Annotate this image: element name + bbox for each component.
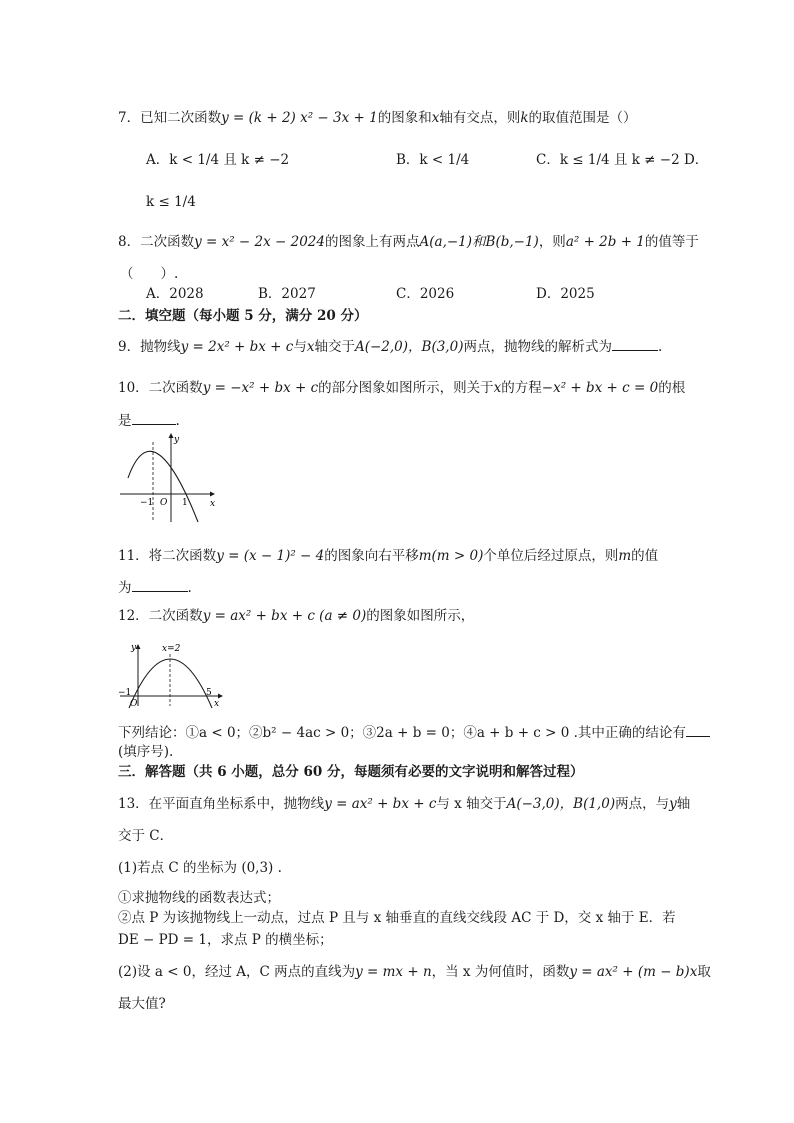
q11-expr: y = (x − 1)² − 4 (216, 548, 325, 564)
q8-expr2: a² + 2b + 1 (565, 234, 645, 250)
q12-fig-origin-label: O (130, 699, 138, 709)
q11-stem-c: 个单位后经过原点，则 (483, 548, 619, 564)
q7-option-d: k ≤ 1/4 (146, 194, 196, 210)
q10-fig-y-label: y (174, 435, 180, 445)
q13-part1-b-line2: DE − PD = 1，求点 P 的横坐标； (118, 932, 333, 948)
q9-xvar: x (306, 339, 315, 355)
q7-kvar: k (520, 110, 529, 126)
q10-x-arrow (210, 492, 215, 497)
q7-stem-d: 的取值范围是（） (528, 110, 637, 126)
q12-answer-blank[interactable] (686, 722, 710, 737)
q12-y-arrow (136, 644, 141, 649)
q10-stem-d: 的根 (658, 380, 686, 396)
q11-mexpr: m(m > 0) (418, 548, 484, 564)
q12-fig-axis-label: x=2 (162, 644, 181, 654)
q9-expr: y = 2x² + bx + c (180, 339, 294, 355)
q11-stem-a: 11．将二次函数 (118, 548, 217, 564)
q10-parabola-curve (128, 451, 198, 522)
q13-part1-b-line1: ②点 P 为该抛物线上一动点，过点 P 且与 x 轴垂直的直线交线段 AC 于 D，交 x 轴于 E．若 (118, 910, 676, 926)
section-solve: 三．解答题（共 6 小题，总分 60 分，每题须有必要的文字说明和解答过程） (118, 764, 584, 780)
q13-line-expr: y = mx + n (355, 964, 432, 980)
q10-stem (118, 378, 685, 398)
q13-part2-b: ，当 x 为何值时，函数 (431, 964, 570, 980)
q10-fig-pos1-label: 1 (182, 498, 188, 508)
q13-line1 (118, 794, 690, 814)
q8-expr: y = x² − 2x − 2024 (194, 234, 325, 250)
q12-expr: y = ax² + bx + c (a ≠ 0) (202, 608, 367, 624)
q12-stem-a: 12．二次函数 (118, 608, 203, 624)
q11-stem-b: 的图象向右平移 (324, 548, 419, 564)
q10-xvar: x (493, 380, 502, 396)
q13-part2-c: 取 (697, 964, 711, 980)
q10-y-arrow (169, 433, 174, 438)
q8-option-d: D．2025 (536, 286, 595, 302)
q12-parabola-figure (118, 640, 228, 710)
q13-line1-a: 13．在平面直角坐标系中，抛物线 (118, 796, 325, 812)
q13-line2: 交于 C． (118, 828, 174, 844)
q7-stem-b: 的图象和 (377, 110, 432, 126)
q13-points: A(−3,0)，B(1,0) (506, 796, 616, 812)
q8-points: A(a,−1)和B(b,−1) (419, 234, 539, 250)
q12-fill-note: (填序号). (118, 744, 174, 760)
q13-part2-a: (2)设 a < 0，经过 A，C 两点的直线为 (118, 964, 356, 980)
q9-stem-a: 9．抛物线 (118, 339, 181, 355)
q12-stem-b: 的图象如图所示， (366, 608, 475, 624)
q8-stem-b: 的图象上有两点 (325, 234, 420, 250)
q11-stem-2 (118, 577, 192, 598)
q12-conclusions-text: 下列结论：①a < 0；②b² − 4ac > 0；③2a + b = 0；④a + b + c > 0 .其中正确的结论有 (118, 725, 686, 741)
q13-line1-c: 两点，与 (615, 796, 670, 812)
q10-fig-origin-label: O (160, 498, 168, 508)
q11-stem-e: 为 (118, 580, 132, 596)
q7-stem-c: 轴有交点，则 (439, 110, 521, 126)
q13-expr: y = ax² + bx + c (324, 796, 437, 812)
q7-xvar: x (431, 110, 440, 126)
q10-fig-neg1-label: −1 (140, 498, 154, 508)
q8-stem-d: 的值等于 (644, 234, 699, 250)
q9-stem (118, 336, 662, 357)
q12-stem (118, 606, 474, 626)
q10-expr: y = −x² + bx + c (202, 380, 319, 396)
q10-expr2: −x² + bx + c = 0 (541, 380, 659, 396)
q13-part2-end: 最大值? (118, 996, 166, 1012)
q12-fig-y-label: y (131, 643, 137, 653)
q8-option-b: B．2027 (258, 286, 316, 302)
q13-line1-b: 与 x 轴交于 (436, 796, 507, 812)
q10-answer-blank[interactable] (132, 410, 176, 425)
q13-part2 (118, 962, 711, 982)
q10-fig-x-label: x (210, 499, 216, 509)
q9-stem-d: 两点，抛物线的解析式为 (463, 339, 612, 355)
q11-stem-d: 的值 (631, 548, 659, 564)
q12-conclusions (118, 722, 710, 743)
q13-part1-a: ①求抛物线的函数表达式； (118, 890, 280, 906)
q13-line1-d: 轴 (676, 796, 691, 812)
q9-points: A(−2,0)，B(3,0) (354, 339, 464, 355)
q7-option-b: B．k < 1/4 (396, 152, 470, 168)
q7-expr: y = (k + 2) x² − 3x + 1 (221, 110, 378, 126)
q12-x-arrow (218, 694, 223, 699)
q13-part1: (1)若点 C 的坐标为 (0,3) . (118, 860, 282, 876)
q10-stem-a: 10．二次函数 (118, 380, 203, 396)
q12-fig-neg1-label: −1 (118, 688, 132, 698)
q7-stem-a: 7．已知二次函数 (118, 110, 222, 126)
section-fill-in: 二．填空题（每小题 5 分，满分 20 分） (118, 308, 368, 324)
q7-stem (118, 108, 637, 128)
q8-stem-e: （ ）. (120, 266, 179, 282)
q9-stem-b: 与 (293, 339, 307, 355)
q12-fig-x-label: x (214, 699, 220, 709)
q8-stem-a: 8．二次函数 (118, 234, 195, 250)
q10-stem-b: 的部分图象如图所示，则关于 (318, 380, 494, 396)
q11-end: . (187, 580, 192, 596)
q10-parabola-figure (118, 428, 218, 526)
q13-function-expr: y = ax² + (m − b)x (569, 964, 698, 980)
q11-mvar: m (618, 548, 632, 564)
q12-fig-five-label: 5 (206, 688, 212, 698)
q9-end: . (657, 339, 663, 355)
q8-option-a: A．2028 (146, 286, 204, 302)
q12-parabola-curve (129, 659, 212, 708)
q7-option-a: A．k < 1/4 且 k ≠ −2 (146, 152, 290, 168)
q10-stem-e: 是 (118, 413, 132, 429)
q10-end: . (175, 413, 180, 429)
q7-option-c: C．k ≤ 1/4 且 k ≠ −2 D． (536, 152, 709, 168)
q9-answer-blank[interactable] (612, 336, 658, 351)
q11-stem (118, 546, 658, 566)
q8-option-c: C．2026 (396, 286, 455, 302)
q9-stem-c: 轴交于 (314, 339, 355, 355)
q13-yvar: y (669, 796, 677, 812)
q8-stem-c: ，则 (538, 234, 566, 250)
q11-answer-blank[interactable] (132, 577, 188, 592)
q10-stem-c: 的方程 (501, 380, 542, 396)
q8-stem (118, 232, 699, 252)
